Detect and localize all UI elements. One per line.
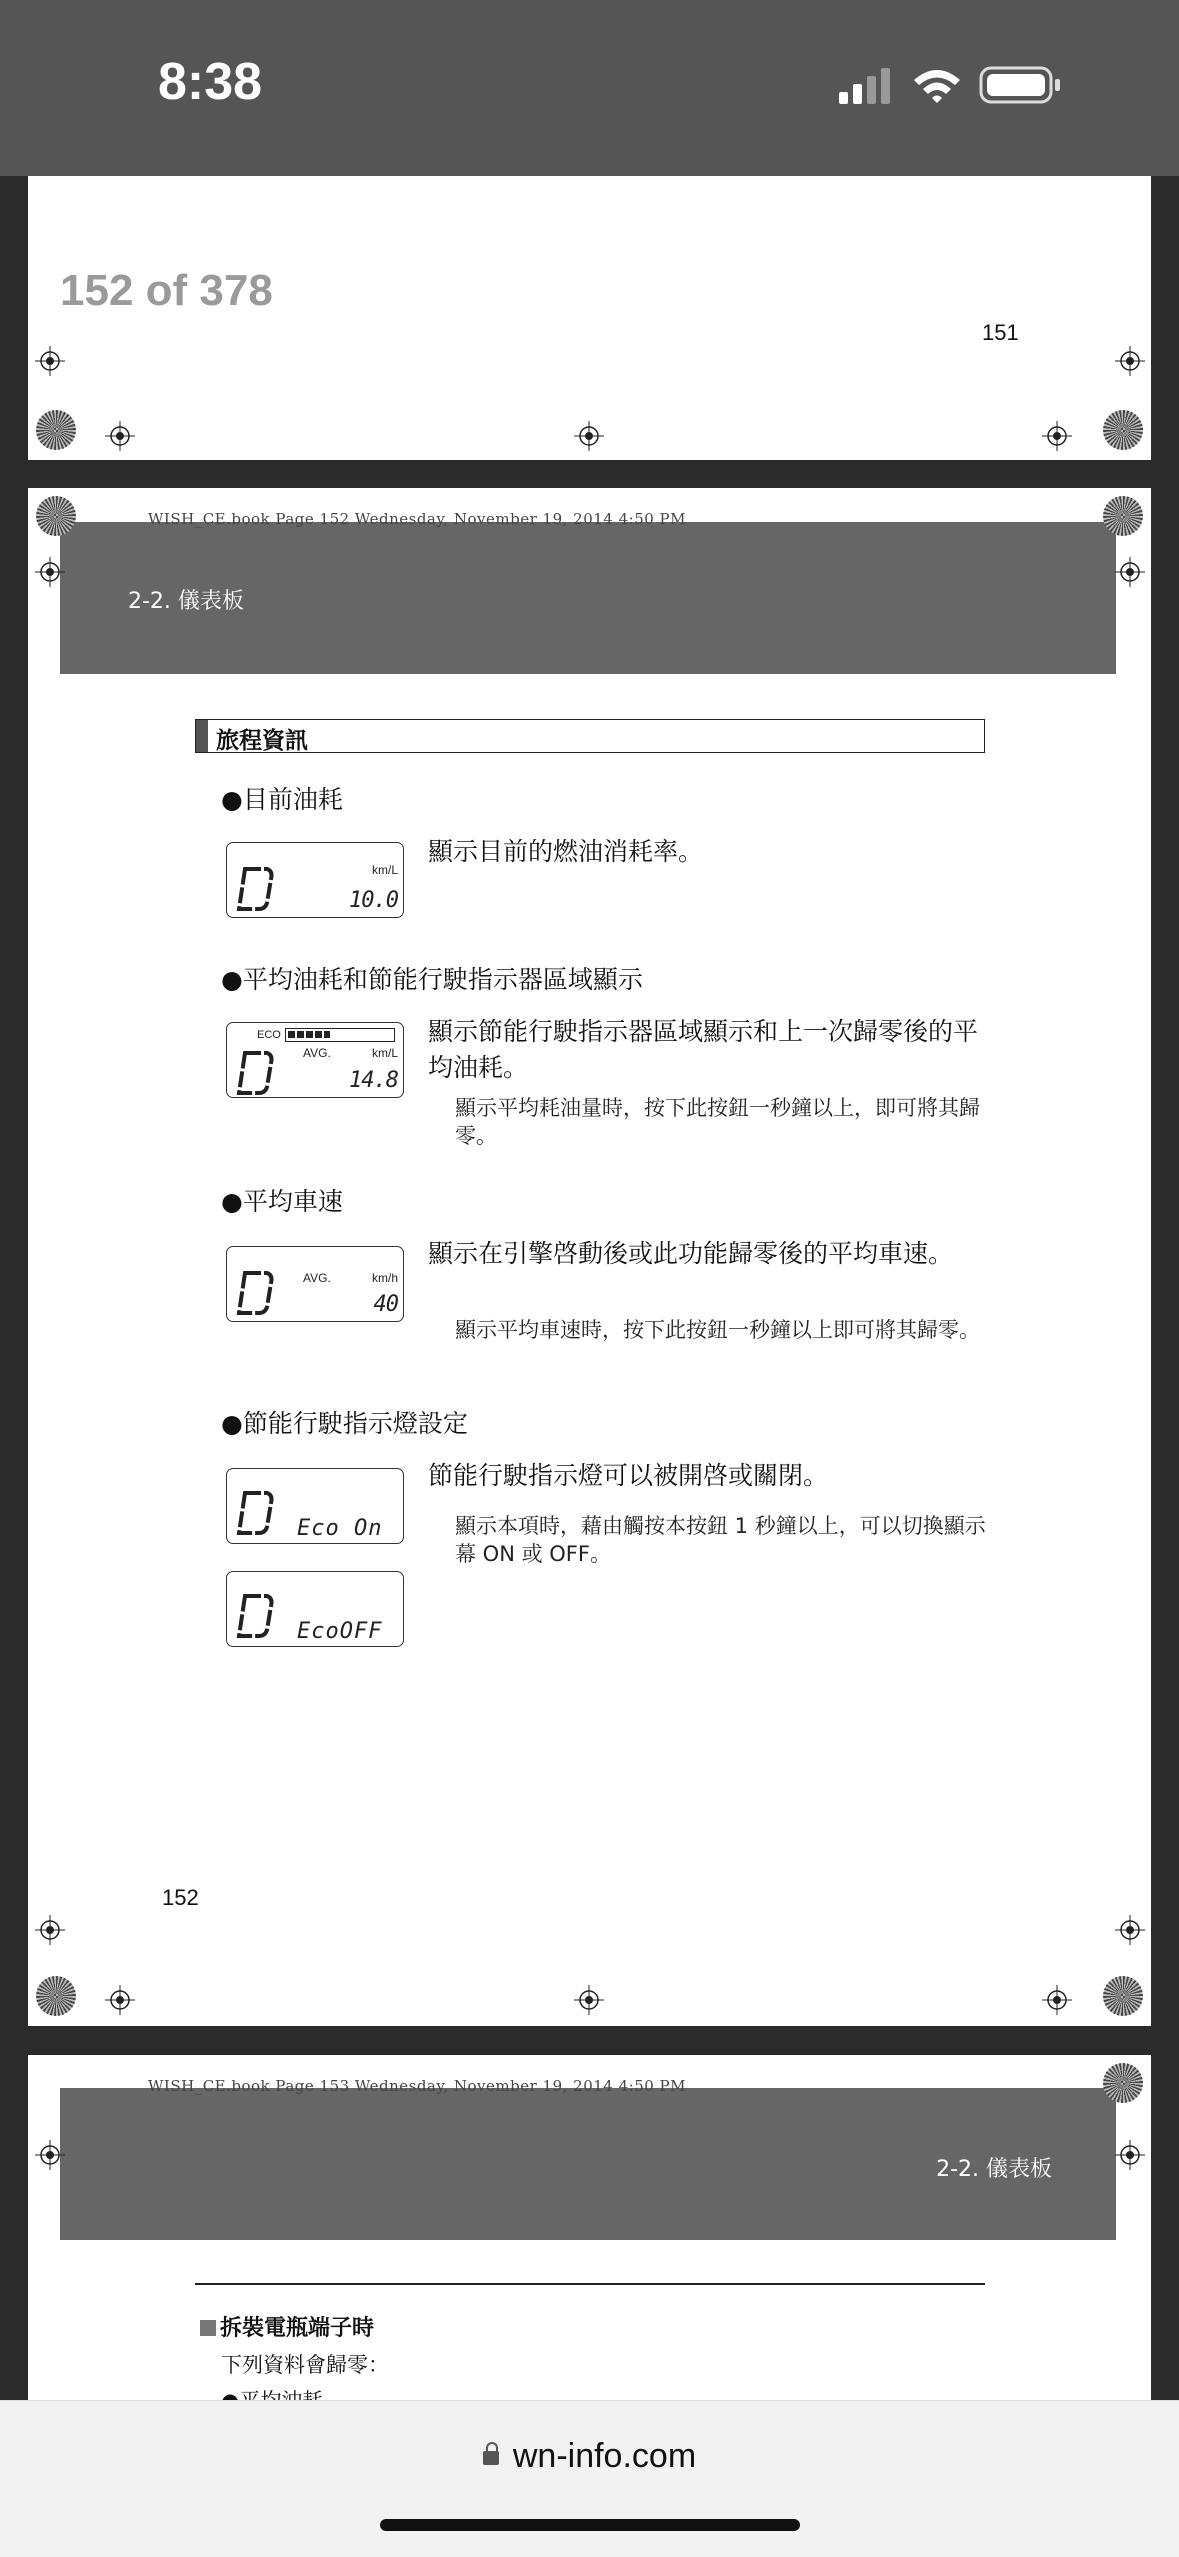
registration-mark-icon xyxy=(1115,1915,1145,1945)
address-bar[interactable] xyxy=(0,2437,1179,2476)
item-description: 顯示目前的燃油消耗率。 xyxy=(428,837,704,866)
subsection-title xyxy=(200,2311,374,2342)
unit-label: km/L xyxy=(371,863,398,877)
page-number: 152 xyxy=(162,1885,199,1910)
body-line: 下列資料會歸零： xyxy=(221,2353,389,2377)
registration-mark-icon xyxy=(574,1985,604,2015)
registration-mark-icon xyxy=(1042,421,1072,451)
color-target-icon xyxy=(36,496,76,536)
lcd-average-fuel xyxy=(226,1022,404,1098)
unit-label: km/L xyxy=(371,1046,398,1060)
eco-on-text: Eco On xyxy=(297,1516,383,1541)
lcd-current-fuel xyxy=(226,842,404,918)
fuel-value: 10.0 xyxy=(349,888,398,913)
eco-zone-fill xyxy=(288,1031,330,1038)
eco-label: ECO xyxy=(257,1029,281,1041)
item-title: ●目前油耗 xyxy=(221,785,343,814)
pdf-page-153 xyxy=(28,2055,1151,2400)
registration-mark-icon xyxy=(35,557,65,587)
color-target-icon xyxy=(1103,410,1143,450)
lcd-eco-off xyxy=(226,1571,404,1647)
divider xyxy=(195,2283,985,2285)
clock: 8:38 xyxy=(158,53,263,111)
lock-icon xyxy=(483,2451,499,2465)
wifi-icon xyxy=(914,70,960,103)
gear-d-icon xyxy=(237,1592,277,1640)
url-text: wn-info.com xyxy=(512,2437,697,2475)
battery-icon xyxy=(981,68,1060,102)
eco-zone-bar xyxy=(285,1028,395,1042)
status-bar xyxy=(0,0,1179,176)
section-title-box xyxy=(195,719,985,753)
subsection-title-text: 拆裝電瓶端子時 xyxy=(220,2316,375,2341)
registration-mark-icon xyxy=(35,2140,65,2170)
registration-mark-icon xyxy=(1115,557,1145,587)
gear-d-icon xyxy=(237,1269,277,1317)
avg-label: AVG. xyxy=(303,1046,331,1060)
browser-bottom-bar xyxy=(0,2400,1179,2557)
item-note: 顯示平均耗油量時，按下此按鈕一秒鐘以上，即可將其歸零。 xyxy=(455,1096,980,1148)
color-target-icon xyxy=(36,410,76,450)
item-title: ●平均油耗和節能行駛指示器區域顯示 xyxy=(221,965,643,994)
color-target-icon xyxy=(36,1976,76,2016)
registration-mark-icon xyxy=(105,421,135,451)
chapter-header-bar xyxy=(60,2088,1116,2240)
chapter-header: 2-2. 儀表板 xyxy=(128,589,244,614)
unit-label: km/h xyxy=(371,1271,398,1285)
page-number: 151 xyxy=(982,320,1019,345)
section-marker xyxy=(200,2320,216,2336)
speed-value: 40 xyxy=(373,1292,398,1317)
fuel-value: 14.8 xyxy=(349,1068,398,1093)
registration-mark-icon xyxy=(1115,346,1145,376)
item-note: 顯示平均車速時，按下此按鈕一秒鐘以上即可將其歸零。 xyxy=(455,1318,980,1342)
item-description: 節能行駛指示燈可以被開啓或關閉。 xyxy=(428,1461,829,1490)
color-target-icon xyxy=(1103,2063,1143,2103)
section-marker xyxy=(196,720,208,752)
chapter-header-bar xyxy=(60,522,1116,674)
color-target-icon xyxy=(1103,1976,1143,2016)
eco-off-text: EcoOFF xyxy=(297,1619,383,1644)
status-icons xyxy=(839,64,1079,112)
gear-d-icon xyxy=(237,1049,277,1097)
section-title: 旅程資訊 xyxy=(216,728,308,754)
registration-mark-icon xyxy=(1115,2140,1145,2170)
item-description: 顯示節能行駛指示器區域顯示和上一次歸零後的平均油耗。 xyxy=(428,1017,979,1082)
registration-mark-icon xyxy=(574,421,604,451)
item-note: 顯示本項時，藉由觸按本按鈕 1 秒鐘以上，可以切換顯示幕 ON 或 OFF。 xyxy=(455,1514,986,1566)
pdf-page-151 xyxy=(28,176,1151,460)
cellular-signal-icon xyxy=(839,68,890,104)
book-info-line: WISH_CE.book Page 153 Wednesday, November 19, 2014 4:50 PM xyxy=(148,2077,687,2095)
item-title: ●節能行駛指示燈設定 xyxy=(221,1409,468,1438)
registration-mark-icon xyxy=(1042,1985,1072,2015)
gear-d-icon xyxy=(237,1489,277,1537)
chapter-header: 2-2. 儀表板 xyxy=(936,2157,1052,2182)
registration-mark-icon xyxy=(35,1915,65,1945)
registration-mark-icon xyxy=(105,1985,135,2015)
home-indicator[interactable] xyxy=(380,2519,800,2531)
item-description: 顯示在引擎啓動後或此功能歸零後的平均車速。 xyxy=(428,1239,954,1268)
lcd-eco-on xyxy=(226,1468,404,1544)
lcd-average-speed xyxy=(226,1246,404,1322)
registration-mark-icon xyxy=(35,346,65,376)
avg-label: AVG. xyxy=(303,1271,331,1285)
item-title: ●平均車速 xyxy=(221,1187,343,1216)
color-target-icon xyxy=(1103,496,1143,536)
gear-d-icon xyxy=(237,865,277,913)
pdf-page-152 xyxy=(28,488,1151,2026)
page-counter: 152 of 378 xyxy=(60,266,273,315)
book-info-line: WISH_CE.book Page 152 Wednesday, November 19, 2014 4:50 PM xyxy=(148,510,687,528)
